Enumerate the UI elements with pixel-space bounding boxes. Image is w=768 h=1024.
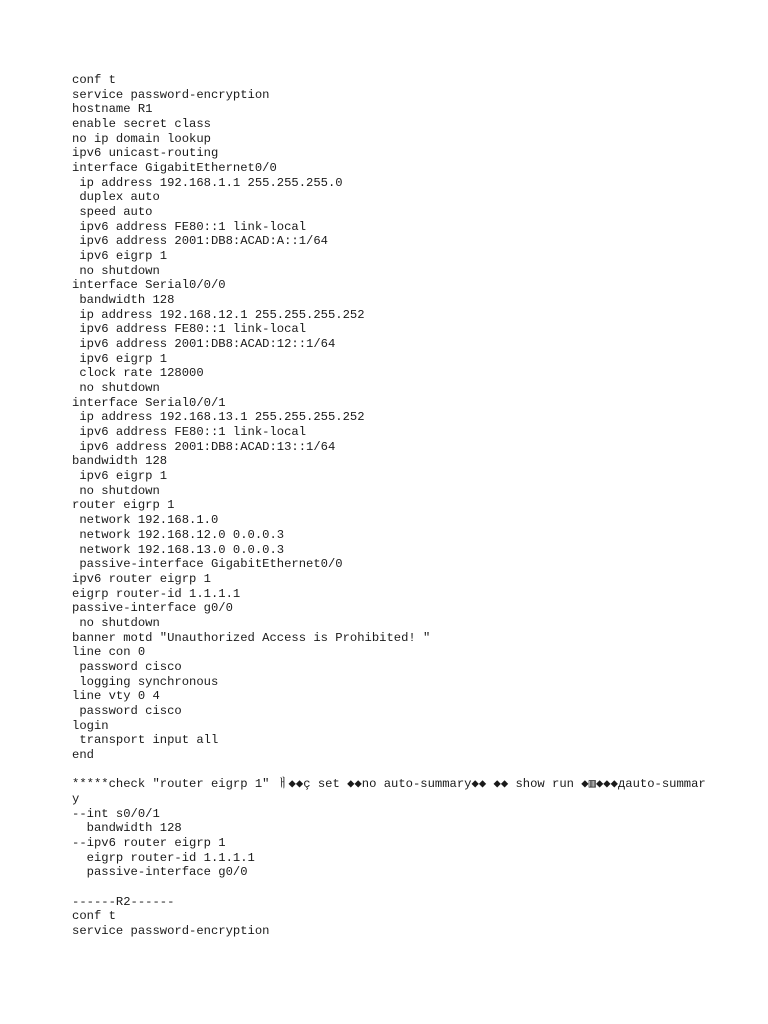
text-line: ip address 192.168.12.1 255.255.255.252 xyxy=(72,307,365,322)
text-line: network 192.168.1.0 xyxy=(72,513,219,528)
text-line: interface GigabitEthernet0/0 xyxy=(72,161,277,176)
text-line: ipv6 unicast-routing xyxy=(72,146,219,161)
text-line: ipv6 router eigrp 1 xyxy=(72,571,211,586)
text-line: bandwidth 128 xyxy=(72,821,182,836)
text-line: conf t xyxy=(72,909,116,924)
text-line: service password-encryption xyxy=(72,87,270,102)
text-line: conf t xyxy=(72,73,116,87)
text-line: passive-interface GigabitEthernet0/0 xyxy=(72,557,343,572)
text-line: --ipv6 router eigrp 1 xyxy=(72,835,226,850)
note-line: *****check "router eigrp 1" ㅐ◆◆ç set ◆◆no auto-summary◆◆ ◆◆ show run ◆▥◆◆◆дauto-summary xyxy=(72,777,706,806)
text-line: no shutdown xyxy=(72,483,160,498)
text-line: ipv6 address 2001:DB8:ACAD:12::1/64 xyxy=(72,337,336,352)
text-line: transport input all xyxy=(72,733,219,748)
text-line: speed auto xyxy=(72,205,153,220)
text-line: bandwidth 128 xyxy=(72,454,168,469)
text-line: duplex auto xyxy=(72,190,160,205)
text-line: eigrp router-id 1.1.1.1 xyxy=(72,850,255,865)
text-line: ipv6 eigrp 1 xyxy=(72,469,168,484)
text-line: banner motd "Unauthorized Access is Prohibited! " xyxy=(72,630,431,645)
text-line: ip address 192.168.1.1 255.255.255.0 xyxy=(72,175,343,190)
blank-line xyxy=(72,763,712,778)
text-line: enable secret class xyxy=(72,117,211,132)
section-heading-r2: ------R2------ xyxy=(72,894,175,909)
text-line: ipv6 address 2001:DB8:ACAD:13::1/64 xyxy=(72,439,336,454)
text-line: --int s0/0/1 xyxy=(72,806,160,821)
text-line: no shutdown xyxy=(72,263,160,278)
text-line: ipv6 eigrp 1 xyxy=(72,249,168,264)
text-line: passive-interface g0/0 xyxy=(72,865,248,880)
text-line: end xyxy=(72,747,94,762)
text-line: ipv6 address FE80::1 link-local xyxy=(72,219,307,234)
text-line: no shutdown xyxy=(72,615,160,630)
text-line: router eigrp 1 xyxy=(72,498,175,513)
text-line: line con 0 xyxy=(72,645,146,660)
text-line: passive-interface g0/0 xyxy=(72,601,233,616)
text-line: no shutdown xyxy=(72,381,160,396)
config-text-block xyxy=(72,73,712,939)
text-line: password cisco xyxy=(72,703,182,718)
text-line: bandwidth 128 xyxy=(72,293,175,308)
text-line: password cisco xyxy=(72,659,182,674)
text-line: line vty 0 4 xyxy=(72,689,160,704)
text-line: ip address 192.168.13.1 255.255.255.252 xyxy=(72,410,365,425)
text-line: ipv6 address FE80::1 link-local xyxy=(72,322,307,337)
text-line: network 192.168.13.0 0.0.0.3 xyxy=(72,542,285,557)
text-line: network 192.168.12.0 0.0.0.3 xyxy=(72,527,285,542)
text-line: logging synchronous xyxy=(72,674,219,689)
text-line: ipv6 address 2001:DB8:ACAD:A::1/64 xyxy=(72,234,328,249)
text-line: hostname R1 xyxy=(72,102,153,117)
blank-line xyxy=(72,880,712,895)
text-line: service password-encryption xyxy=(72,924,270,938)
text-line: no ip domain lookup xyxy=(72,131,211,146)
text-line: login xyxy=(72,718,109,733)
text-line: ipv6 eigrp 1 xyxy=(72,351,168,366)
text-line: interface Serial0/0/0 xyxy=(72,278,226,293)
text-line: eigrp router-id 1.1.1.1 xyxy=(72,586,241,601)
text-line: clock rate 128000 xyxy=(72,366,204,381)
text-line: interface Serial0/0/1 xyxy=(72,395,226,410)
text-line: ipv6 address FE80::1 link-local xyxy=(72,425,307,440)
